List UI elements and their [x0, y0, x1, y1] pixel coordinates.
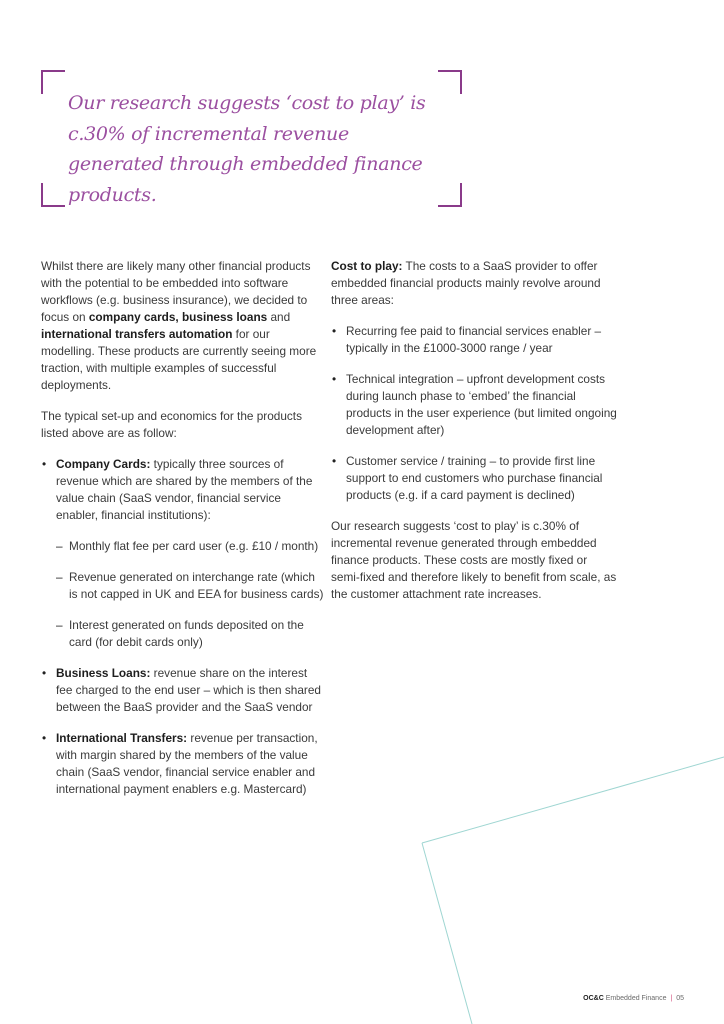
cost-to-play-label: Cost to play:	[331, 259, 403, 273]
sub-item-interchange: – Revenue generated on interchange rate (which is not capped in UK and EEA for business cards)	[41, 569, 325, 603]
bullet-label: Company Cards:	[56, 457, 151, 471]
bullet-label: International Transfers:	[56, 731, 188, 745]
setup-paragraph: The typical set-up and economics for the products listed above are as follow:	[41, 409, 302, 440]
intro-bold-transfers: international transfers automation	[41, 327, 233, 341]
bullet-company-cards: • Company Cards: typically three sources of revenue which are shared by the members of the value chain (SaaS vendor, financial service enabler, financial institutions):	[41, 456, 325, 524]
footer-brand: OC&C	[583, 995, 604, 1002]
bullet-recurring-fee: • Recurring fee paid to financial services enabler – typically in the £1000-3000 range / year	[331, 323, 617, 357]
right-column	[331, 258, 617, 617]
bullet-international-transfers: • International Transfers: revenue per transaction, with margin shared by the members of the value chain (SaaS vendor, financial service enabler and international payment enablers e.g. Mastercard)	[41, 730, 325, 798]
footer-title: Embedded Finance	[605, 995, 667, 1002]
sub-item-monthly-fee: – Monthly flat fee per card user (e.g. £10 / month)	[41, 538, 325, 555]
deco-line-upper	[422, 757, 724, 843]
bullet-customer-service: • Customer service / training – to provide first line support to end customers who purchase financial products (e.g. if a card payment is declined)	[331, 453, 617, 504]
bullet-technical-integration: • Technical integration – upfront development costs during launch phase to ‘embed’ the financial products in the user experience (but limited ongoing development after)	[331, 371, 617, 439]
intro-paragraph: Whilst there are likely many other financial products with the potential to be embedded into software workflows (e.g. business insurance), we decided to focus on company cards, business loans and international transfers automation for our modelling. These products are currently seeing more traction, with multiple examples of successful deployments.	[41, 259, 317, 392]
page-number: 05	[676, 995, 684, 1002]
sub-item-interest: – Interest generated on funds deposited on the card (for debit cards only)	[41, 617, 325, 651]
footer-separator: |	[670, 995, 673, 1002]
pull-quote: Our research suggests ‘cost to play’ is c.30% of incremental revenue generated through embedded finance products.	[68, 92, 426, 206]
left-column	[41, 258, 325, 812]
intro-bold-products: company cards, business loans	[88, 310, 268, 324]
bullet-business-loans: • Business Loans: revenue share on the interest fee charged to the end user – which is then shared between the BaaS provider and the SaaS vendor	[41, 665, 325, 716]
bullet-label: Business Loans:	[56, 666, 151, 680]
deco-line-lower	[422, 843, 472, 1024]
page-footer	[583, 995, 684, 1002]
conclusion-paragraph: Our research suggests ‘cost to play’ is c.30% of incremental revenue generated through embedded finance products. These costs are mostly fixed or semi-fixed and therefore likely to benefit from scale, as the customer attachment rate increases.	[331, 519, 617, 601]
cost-to-play-intro: Cost to play: The costs to a SaaS provider to offer embedded financial products mainly revolve around three areas:	[331, 259, 601, 307]
